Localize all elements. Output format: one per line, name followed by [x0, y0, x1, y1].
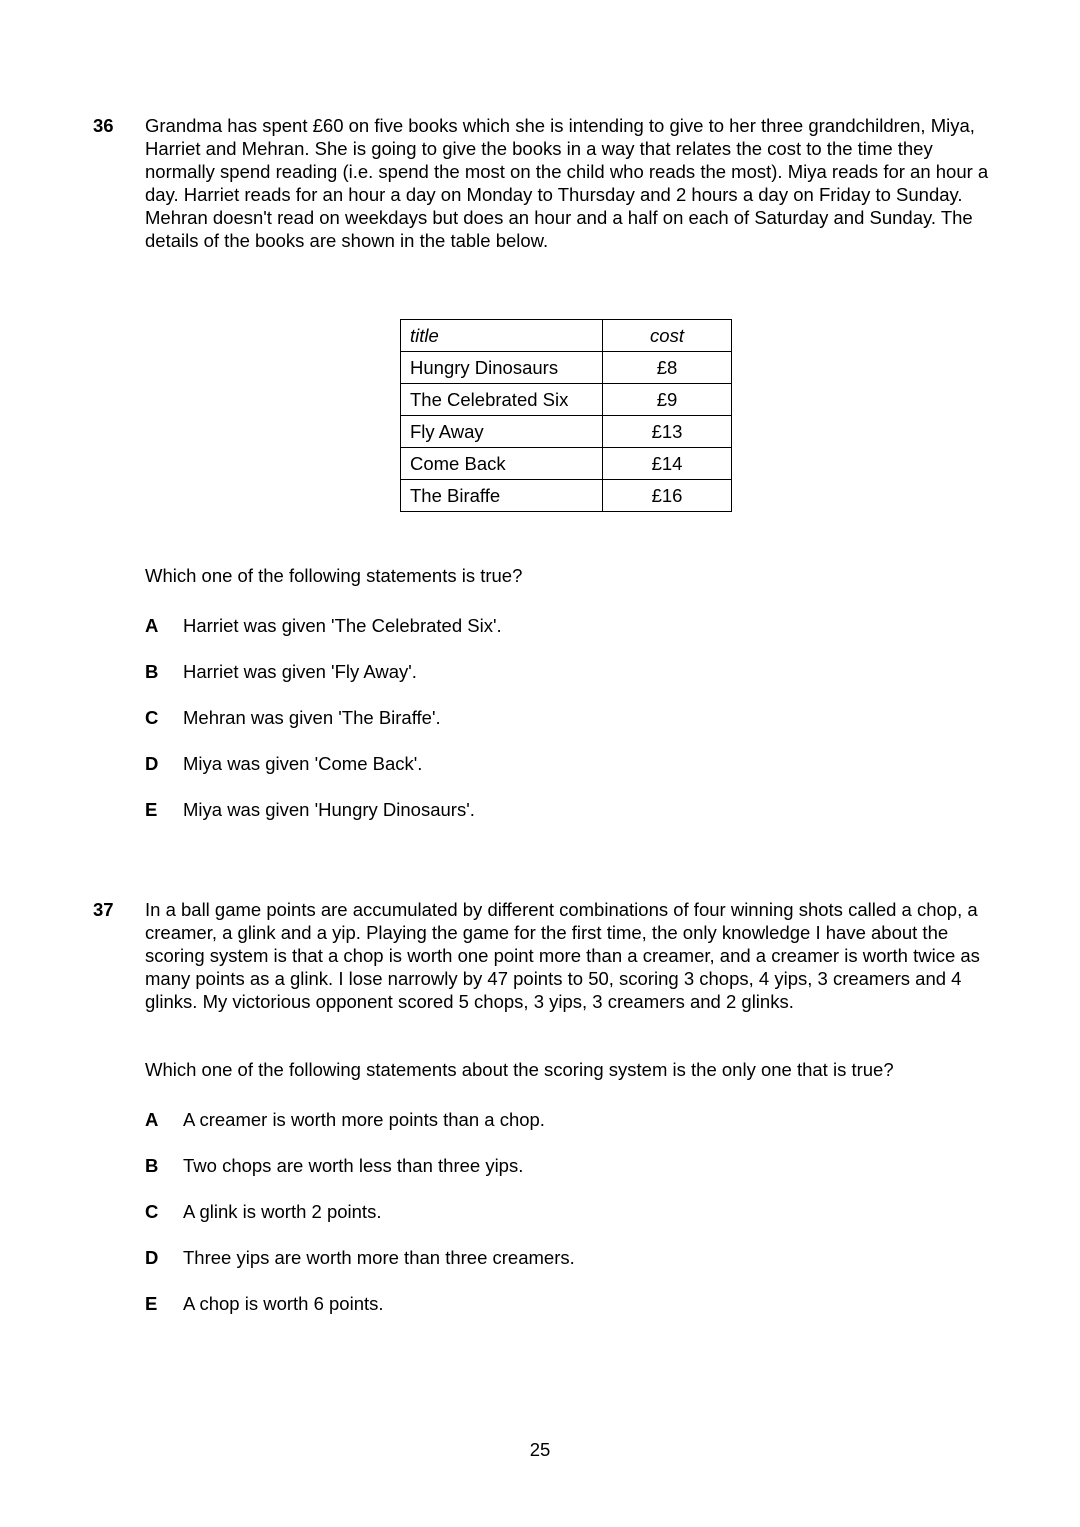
question-number: 36 — [93, 115, 114, 136]
option-letter: B — [145, 661, 159, 682]
question-prompt: Which one of the following statements about the scoring system is the only one that is true? — [145, 1059, 894, 1080]
book-title: The Biraffe — [401, 480, 603, 512]
option-text: A glink is worth 2 points. — [183, 1201, 382, 1222]
option-text: Harriet was given 'Fly Away'. — [183, 661, 417, 682]
table-header-cost: cost — [603, 320, 732, 352]
option-letter: E — [145, 799, 158, 820]
option-letter: A — [145, 615, 159, 636]
option-letter: A — [145, 1109, 159, 1130]
option-text: A chop is worth 6 points. — [183, 1293, 384, 1314]
book-cost: £16 — [603, 480, 732, 512]
book-cost: £8 — [603, 352, 732, 384]
book-title: Fly Away — [401, 416, 603, 448]
book-title: The Celebrated Six — [401, 384, 603, 416]
option-text: Miya was given 'Come Back'. — [183, 753, 423, 774]
book-cost: £14 — [603, 448, 732, 480]
option-letter: C — [145, 707, 159, 728]
question-text: In a ball game points are accumulated by different combinations of four winning shots called a chop, a creamer, a glink and a yip. Playing the game for the first time, the only knowledge I have about the scoring system is that a chop is worth one point more than a creamer, and a creamer is worth twice as many points as a glink. I lose narrowly by 47 points to 50, scoring 3 chops, 4 yips, 3 creamers and 4 glinks. My victorious opponent scored 5 chops, 3 yips, 3 creamers and 2 glinks. — [145, 899, 980, 1012]
book-cost: £9 — [603, 384, 732, 416]
option-text: Harriet was given 'The Celebrated Six'. — [183, 615, 502, 636]
question-text: Grandma has spent £60 on five books which she is intending to give to her three grandchildren, Miya, Harriet and Mehran. She is going to give the books in a way that relates the cost to the time they normally spend reading (i.e. spend the most on the child who reads the most). Miya reads for an hour a day. Harriet reads for an hour a day on Monday to Thursday and 2 hours a day on Friday to Sunday. Mehran doesn't read on weekdays but does an hour and a half on each of Saturday and Sunday. The details of the books are shown in the table below. — [145, 115, 989, 251]
book-title: Hungry Dinosaurs — [401, 352, 603, 384]
option-text: A creamer is worth more points than a chop. — [183, 1109, 545, 1130]
table-row — [401, 352, 732, 384]
table-row — [401, 480, 732, 512]
option-text: Three yips are worth more than three creamers. — [183, 1247, 575, 1268]
option-text: Miya was given 'Hungry Dinosaurs'. — [183, 799, 475, 820]
option-letter: B — [145, 1155, 159, 1176]
book-title: Come Back — [401, 448, 603, 480]
table-row — [401, 384, 732, 416]
option-letter: C — [145, 1201, 159, 1222]
option-letter: D — [145, 753, 159, 774]
option-text: Two chops are worth less than three yips. — [183, 1155, 524, 1176]
option-letter: D — [145, 1247, 159, 1268]
book-cost: £13 — [603, 416, 732, 448]
option-text: Mehran was given 'The Biraffe'. — [183, 707, 441, 728]
page-number: 25 — [529, 1439, 551, 1460]
books-table — [400, 319, 732, 512]
option-letter: E — [145, 1293, 158, 1314]
table-header-title: title — [401, 320, 603, 352]
table-row — [401, 448, 732, 480]
question-number: 37 — [93, 899, 114, 920]
table-header-row — [401, 320, 732, 352]
question-prompt: Which one of the following statements is true? — [145, 565, 523, 586]
table-row — [401, 416, 732, 448]
